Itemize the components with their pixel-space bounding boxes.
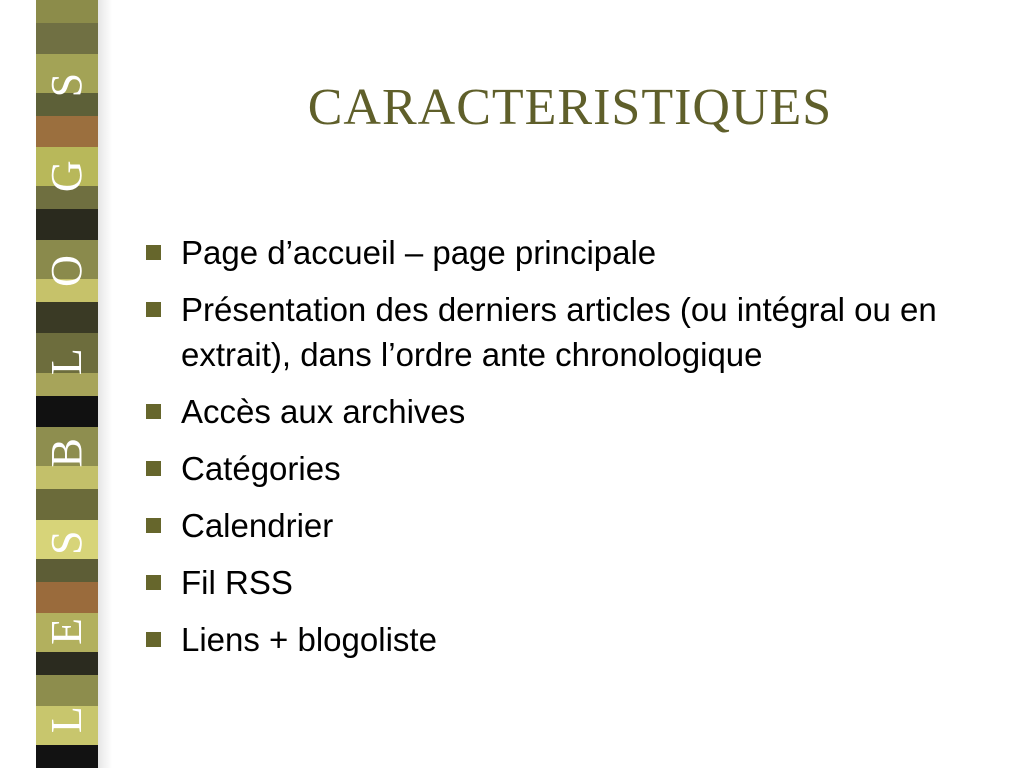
bullet-item [140, 503, 1010, 548]
stripe-band [36, 0, 98, 23]
square-bullet-icon [146, 302, 161, 317]
slide-title: CARACTERISTIQUES [307, 79, 833, 136]
bullet-text: Page d’accueil – page principale [181, 234, 657, 271]
square-bullet-icon [146, 404, 161, 419]
square-bullet-icon [146, 245, 161, 260]
bullet-text: Présentation des derniers articles (ou intégral ou en extrait), dans l’ordre ante chronologique [181, 291, 937, 373]
bullet-text: Fil RSS [181, 564, 293, 601]
bullet-item [140, 560, 1010, 605]
square-bullet-icon [146, 632, 161, 647]
bullet-text: Catégories [181, 450, 341, 487]
square-bullet-icon [146, 518, 161, 533]
bullet-text: Accès aux archives [181, 393, 466, 430]
bullet-text: Calendrier [181, 507, 334, 544]
bullet-item [140, 287, 1010, 377]
bullet-list [140, 230, 1010, 674]
square-bullet-icon [146, 461, 161, 476]
bullet-item [140, 230, 1010, 275]
bullet-item [140, 617, 1010, 662]
vertical-side-title-text: L E S B L O G S [42, 46, 91, 734]
bullet-text: Liens + blogoliste [181, 621, 437, 658]
bullet-item [140, 389, 1010, 434]
bullet-item [140, 446, 1010, 491]
square-bullet-icon [146, 575, 161, 590]
vertical-side-title [36, 46, 98, 734]
side-stripe-shadow [98, 0, 112, 768]
stripe-band [36, 745, 98, 768]
